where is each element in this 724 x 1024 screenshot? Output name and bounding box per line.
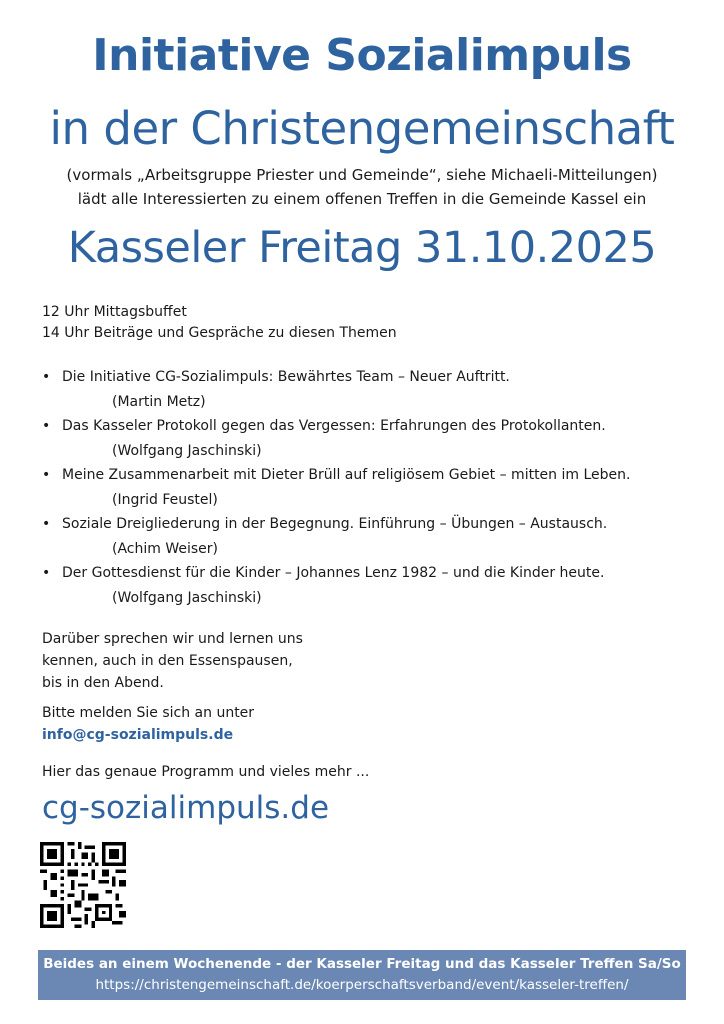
topic-title: Das Kasseler Protokoll gegen das Vergessen: Erfahrungen des Protokollanten. bbox=[62, 418, 606, 434]
topic-item bbox=[42, 417, 630, 466]
schedule-item: 12 Uhr Mittagsbuffet bbox=[42, 304, 187, 320]
event-date-title: Kasseler Freitag 31.10.2025 bbox=[67, 223, 657, 273]
topic-speaker: (Martin Metz) bbox=[112, 394, 206, 410]
topic-item bbox=[42, 515, 630, 564]
schedule bbox=[42, 303, 397, 345]
register-text: Bitte melden Sie sich an unter bbox=[42, 705, 255, 721]
topic-item bbox=[42, 466, 630, 515]
topic-title: Soziale Dreigliederung in der Begegnung. Einführung – Übungen – Austausch. bbox=[62, 516, 608, 532]
topic-title: Der Gottesdienst für die Kinder – Johannes Lenz 1982 – und die Kinder heute. bbox=[62, 565, 605, 581]
topic-speaker: (Achim Weiser) bbox=[112, 541, 218, 557]
banner-url-link[interactable]: https://christengemeinschaft.de/koerperschaftsverband/event/kasseler-treffen/ bbox=[95, 977, 629, 993]
schedule-item: 14 Uhr Beiträge und Gespräche zu diesen Themen bbox=[42, 325, 397, 341]
paragraph-line: kennen, auch in den Essenspausen, bbox=[42, 653, 293, 669]
closing-paragraph bbox=[42, 630, 303, 696]
subtitle-note: (vormals „Arbeitsgruppe Priester und Gemeinde“, siehe Michaeli-Mitteilungen) bbox=[66, 166, 658, 184]
topic-item bbox=[42, 564, 630, 613]
more-info-text: Hier das genaue Programm und vieles mehr ... bbox=[42, 764, 370, 780]
bullet-icon: • bbox=[42, 565, 51, 581]
banner-headline: Beides an einem Wochenende - der Kasseler Freitag und das Kasseler Treffen Sa/So bbox=[43, 956, 681, 972]
page-subtitle: in der Christengemeinschaft bbox=[49, 102, 675, 155]
topic-speaker: (Ingrid Feustel) bbox=[112, 492, 218, 508]
topic-speaker: (Wolfgang Jaschinski) bbox=[112, 590, 262, 606]
website-link[interactable]: cg-sozialimpuls.de bbox=[42, 790, 330, 826]
paragraph-line: bis in den Abend. bbox=[42, 675, 164, 691]
paragraph-line: Darüber sprechen wir und lernen uns bbox=[42, 631, 303, 647]
topic-item bbox=[42, 368, 630, 417]
topic-speaker: (Wolfgang Jaschinski) bbox=[112, 443, 262, 459]
topic-list bbox=[42, 368, 630, 613]
email-link[interactable]: info@cg-sozialimpuls.de bbox=[42, 727, 234, 743]
bullet-icon: • bbox=[42, 418, 51, 434]
topic-title: Die Initiative CG-Sozialimpuls: Bewährtes Team – Neuer Auftritt. bbox=[62, 369, 510, 385]
footer-banner bbox=[38, 950, 686, 1000]
topic-title: Meine Zusammenarbeit mit Dieter Brüll auf religiösem Gebiet – mitten im Leben. bbox=[62, 467, 631, 483]
bullet-icon: • bbox=[42, 516, 51, 532]
bullet-icon: • bbox=[42, 467, 51, 483]
page-title: Initiative Sozialimpuls bbox=[92, 30, 632, 81]
invitation-text: lädt alle Interessierten zu einem offenen Treffen in die Gemeinde Kassel ein bbox=[77, 190, 647, 208]
bullet-icon: • bbox=[42, 369, 51, 385]
qr-code-icon[interactable] bbox=[40, 842, 126, 928]
